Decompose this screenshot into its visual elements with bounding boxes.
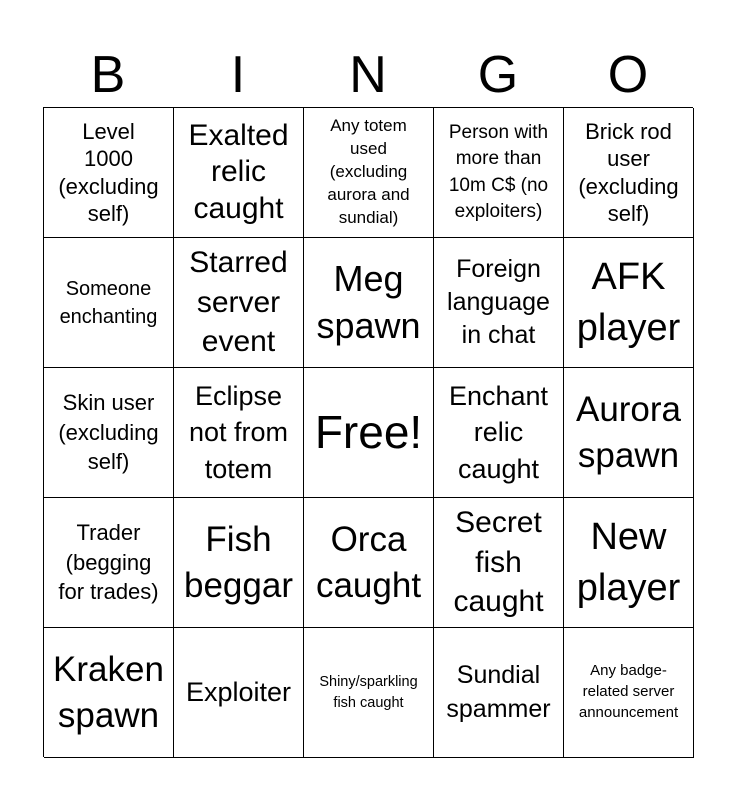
bingo-cell[interactable] [44,498,174,628]
bingo-cell[interactable] [434,238,564,368]
cell-label: Aurora spawn [575,390,682,475]
bingo-cell[interactable] [44,368,174,498]
cell-label: Sundial spammer [446,660,551,723]
bingo-cell[interactable] [434,108,564,238]
cell-label: Brick rod user (excluding self) [578,118,679,226]
cell-label: AFK player [576,255,681,349]
cell-label: Eclipse not from totem [188,380,289,484]
bingo-cell[interactable] [434,498,564,628]
cell-label: Foreign language in chat [447,254,550,350]
cell-label: Enchant relic caught [448,380,549,484]
cell-label: Kraken spawn [53,650,164,735]
bingo-cell[interactable] [304,628,434,758]
cell-label: Level 1000 (excluding self) [58,118,159,226]
bingo-board [43,107,693,757]
cell-label: Skin user (excluding self) [58,389,159,475]
bingo-cell[interactable] [174,628,304,758]
bingo-cell[interactable] [564,498,694,628]
bingo-cell[interactable] [174,238,304,368]
bingo-cell[interactable] [564,108,694,238]
bingo-cell[interactable] [564,628,694,758]
cell-label: New player [576,515,681,609]
cell-label: Free! [314,406,423,459]
bingo-cell[interactable] [44,628,174,758]
cell-label: Person with more than 10m C$ (no exploiters) [448,122,549,222]
header-letter-g: G [477,46,519,104]
free-space-cell[interactable] [304,368,434,498]
bingo-cell[interactable] [174,368,304,498]
cell-label: Meg spawn [316,258,421,346]
cell-label: Someone enchanting [59,277,158,328]
bingo-cell[interactable] [174,108,304,238]
header-letter-i: I [230,46,246,104]
bingo-cell[interactable] [434,368,564,498]
cell-label: Orca caught [315,520,422,605]
cell-label: Any badge- related server announcement [578,662,679,721]
cell-label: Exploiter [185,677,292,708]
cell-label: Any totem used (excluding aurora and sundial) [327,116,410,227]
header-letter-n: N [349,46,387,104]
header-letter-o: O [607,46,649,104]
bingo-cell[interactable] [44,108,174,238]
bingo-header [43,44,693,106]
bingo-cell[interactable] [304,108,434,238]
cell-label: Exalted relic caught [188,118,289,225]
bingo-cell[interactable] [304,498,434,628]
bingo-cell[interactable] [174,498,304,628]
bingo-cell[interactable] [434,628,564,758]
header-letter-b: B [90,46,126,104]
bingo-cell[interactable] [564,238,694,368]
bingo-cell[interactable] [564,368,694,498]
cell-label: Fish beggar [184,520,293,605]
cell-label: Starred server event [189,245,288,359]
cell-label: Shiny/sparkling fish caught [319,674,418,711]
cell-label: Trader (begging for trades) [58,519,159,605]
bingo-cell[interactable] [44,238,174,368]
bingo-cell[interactable] [304,238,434,368]
cell-label: Secret fish caught [453,505,544,619]
